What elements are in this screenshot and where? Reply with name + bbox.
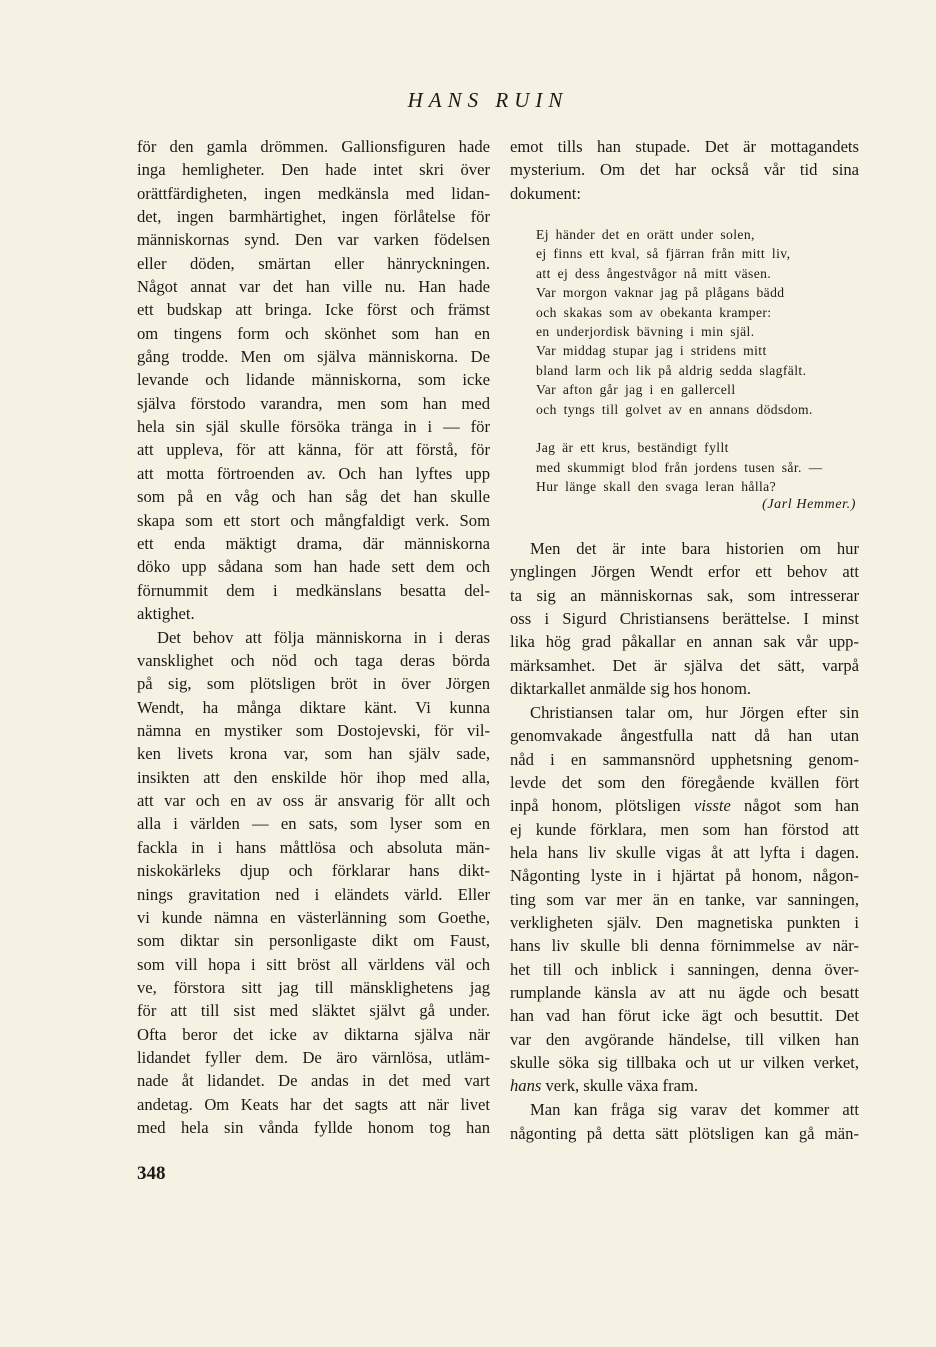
- text-line: ting som var mer än en tanke, var sanningen,: [510, 889, 859, 909]
- text-line: döko upp sådana som han hade sett dem och: [137, 557, 490, 577]
- text-line: andetag. Om Keats har det sagts att när livet: [137, 1094, 490, 1114]
- text-line: diktarkallet anmälde sig hos honom.: [510, 679, 752, 699]
- text-line: själva förstodo varandra, men som han med: [137, 393, 490, 413]
- text-line: som vill hopa i sitt bröst all världens väl och: [137, 954, 490, 974]
- text-line: ve, förstora sitt jag till mänsklighetens jag: [137, 977, 490, 997]
- poem-line: med skummigt blod från jordens tusen sår. —: [536, 459, 823, 475]
- text-line: nade åt lidandet. De andas in det med vart: [137, 1071, 490, 1091]
- text-line: verkligheten själv. Den magnetiska punkten i: [510, 913, 859, 932]
- text-line: märksamhet. Det är själva det sätt, varpå: [510, 655, 859, 675]
- text-line: Någonting lyste in i hjärtat på honom, någon-: [510, 866, 859, 886]
- text-line: Christiansen talar om, hur Jörgen efter sin: [530, 702, 859, 722]
- text-line: lidandet fyller dem. De äro värnlösa, utläm-: [137, 1047, 490, 1067]
- text-line: oss i Sigurd Christiansens berättelse. I minst: [510, 609, 859, 629]
- poem-line: ej finns ett kval, så fjärran från mitt liv,: [536, 246, 791, 262]
- text-line: eller döden, smärtan eller hänryckningen.: [137, 253, 490, 273]
- poem-line: Hur länge skall den svaga leran hålla?: [536, 479, 777, 495]
- text-line: levande och lidande människorna, som icke: [137, 370, 490, 390]
- text-line: insikten att den enskilde hör ihop med alla,: [137, 767, 490, 787]
- text-line: Det behov att följa människorna in i deras: [157, 627, 490, 647]
- text-line: fackla in i hans måttlösa och absoluta män-: [137, 837, 490, 857]
- left-column: [137, 135, 490, 1139]
- text-line: rumplande känsla av att nu ägde och besatt: [510, 983, 859, 1003]
- text-line: ynglingen Jörgen Wendt erfor ett behov att: [510, 562, 859, 582]
- poem-line: att ej dess ångestvågor nå mitt väsen.: [536, 265, 772, 281]
- poem-line: bland larm och lik på aldrig sedda slagfält.: [536, 362, 807, 378]
- text-line: förnummit dem i medkänslans besatta del-: [137, 580, 490, 600]
- poem-line: Var middag stupar jag i stridens mitt: [536, 343, 767, 359]
- text-line: på sig, som plötsligen bröt in över Jörgen: [137, 674, 490, 694]
- text-line: att var och en av oss är ansvarig för allt och: [137, 791, 490, 811]
- poem-stanza: [536, 438, 856, 496]
- page-number: 348: [137, 1163, 166, 1184]
- poem-stanza: [536, 225, 856, 419]
- text-line: niskokärleks djup och förklarar hans dikt-: [137, 861, 490, 881]
- paragraph: [510, 537, 859, 700]
- text-line: inpå honom, plötsligen visste något som han: [510, 796, 859, 816]
- text-line: var den avgörande händelse, till vilken han: [510, 1029, 859, 1049]
- text-line: för den gamla drömmen. Gallionsfiguren hade: [137, 137, 490, 156]
- text-line: levde det som den föregående kvällen fört: [510, 772, 859, 792]
- paragraph: [137, 135, 490, 625]
- text-line: het till och inblick i sanningen, denna över-: [510, 959, 859, 979]
- text-line: ej kunde förklara, men som han förstod att: [510, 819, 859, 839]
- text-line: hela sin själ skulle försöka tränga in i — för: [137, 417, 490, 437]
- running-header-title: HANS RUIN: [407, 88, 569, 112]
- text-line: hela hans liv skulle vigas åt att lyfta i dagen.: [510, 842, 859, 862]
- poem-line: Ej händer det en orätt under solen,: [536, 227, 755, 242]
- poem-line: och skakas som av obekanta kramper:: [536, 304, 772, 320]
- text-line: att uppleva, för att känna, för att förstå, för: [137, 440, 490, 460]
- text-line: genomvakade ångestfulla natt då han utan: [510, 726, 859, 746]
- text-line: vi kunde nämna en västerlänning som Goethe,: [137, 907, 490, 927]
- text-line: Man kan fråga sig varav det kommer att: [530, 1100, 859, 1120]
- paragraph: [510, 135, 859, 205]
- right-column-body: [510, 537, 859, 1145]
- text-line: skulle söka sig tillbaka och ut ur vilken verket,: [510, 1053, 859, 1073]
- text-line: nämna en mystiker som Dostojevski, för vil-: [137, 721, 490, 741]
- text-line: inga hemligheter. Den hade intet skri över: [137, 160, 490, 180]
- text-line: han vad han förut icke ägt och besuttit. Det: [510, 1006, 859, 1026]
- poem-quote: [536, 225, 856, 497]
- text-line: att motta förtroenden av. Och han lyftes upp: [137, 463, 490, 483]
- text-line: nings gravitation ned i eländets värld. Eller: [137, 884, 490, 904]
- text-line: med hela sin vånda fyllde honom tog han: [137, 1117, 490, 1137]
- running-header: [0, 88, 936, 113]
- text-line: hans verk, skulle växa fram.: [510, 1076, 699, 1096]
- text-line: människornas synd. Den var varken födelsen: [137, 230, 490, 250]
- text-line: Något annat var det han ville nu. Han hade: [137, 277, 490, 297]
- text-line: aktighet.: [137, 603, 195, 623]
- right-column-intro: [510, 135, 859, 205]
- text-line: det, ingen barmhärtighet, ingen förlåtelse för: [137, 207, 490, 227]
- poem-line: Jag är ett krus, beständigt fyllt: [536, 440, 729, 456]
- text-line: vansklighet och nöd och taga deras börda: [137, 651, 490, 671]
- paragraph: [510, 701, 859, 1098]
- text-line: någonting på detta sätt plötsligen kan gå män-: [510, 1123, 859, 1143]
- text-line: ta sig an människornas sak, som intresserar: [510, 585, 859, 605]
- text-line: nåd i en sammansnörd upphetsning genom-: [510, 749, 859, 769]
- text-line: för att till sist med släktet självt gå under.: [137, 1001, 490, 1021]
- poem-attribution: (Jarl Hemmer.): [762, 497, 856, 512]
- poem-line: Var morgon vaknar jag på plågans bädd: [536, 285, 785, 301]
- text-line: dokument:: [510, 183, 581, 203]
- text-line: Men det är inte bara historien om hur: [530, 539, 859, 558]
- poem-line: en underjordisk bävning i min själ.: [536, 324, 755, 340]
- text-line: hans liv skulle bli denna förnimmelse av när-: [510, 936, 859, 956]
- text-line: orättfärdigheten, ingen medkänsla med lidan-: [137, 183, 490, 203]
- text-line: lika hög grad påkallar en annan sak vår upp-: [510, 632, 859, 652]
- text-line: Wendt, ha många diktare känt. Vi kunna: [137, 697, 490, 717]
- text-line: ett budskap att bringa. Icke först och främst: [137, 300, 490, 320]
- text-line: skapa som ett stort och mångfaldigt verk. Som: [137, 510, 490, 530]
- text-line: alla i världen — en sats, som lyser som en: [137, 814, 490, 834]
- poem-line: Var afton går jag i en gallercell: [536, 382, 736, 398]
- text-line: gång trodde. Men om själva människorna. De: [137, 347, 490, 367]
- text-line: ken livets krona var, som han själv sade,: [137, 744, 490, 764]
- emphasized-word: visste: [693, 796, 731, 816]
- text-line: som på en våg och han såg det han skulle: [137, 487, 490, 507]
- paragraph: [510, 1098, 859, 1145]
- text-line: Ofta beror det icke av diktarna själva när: [137, 1024, 490, 1044]
- text-line: som diktar sin personligaste dikt om Faust,: [137, 931, 490, 951]
- poem-line: och tyngs till golvet av en annans dödsdom.: [536, 401, 813, 417]
- text-line: mysterium. Om det har också vår tid sina: [510, 160, 859, 180]
- text-line: emot tills han stupade. Det är mottagandets: [510, 137, 859, 156]
- text-line: ett enda mäktigt drama, där människorna: [137, 533, 490, 553]
- emphasized-word: hans: [510, 1076, 542, 1096]
- text-line: om tingens form och skönhet som han en: [137, 323, 490, 343]
- paragraph: [137, 626, 490, 1140]
